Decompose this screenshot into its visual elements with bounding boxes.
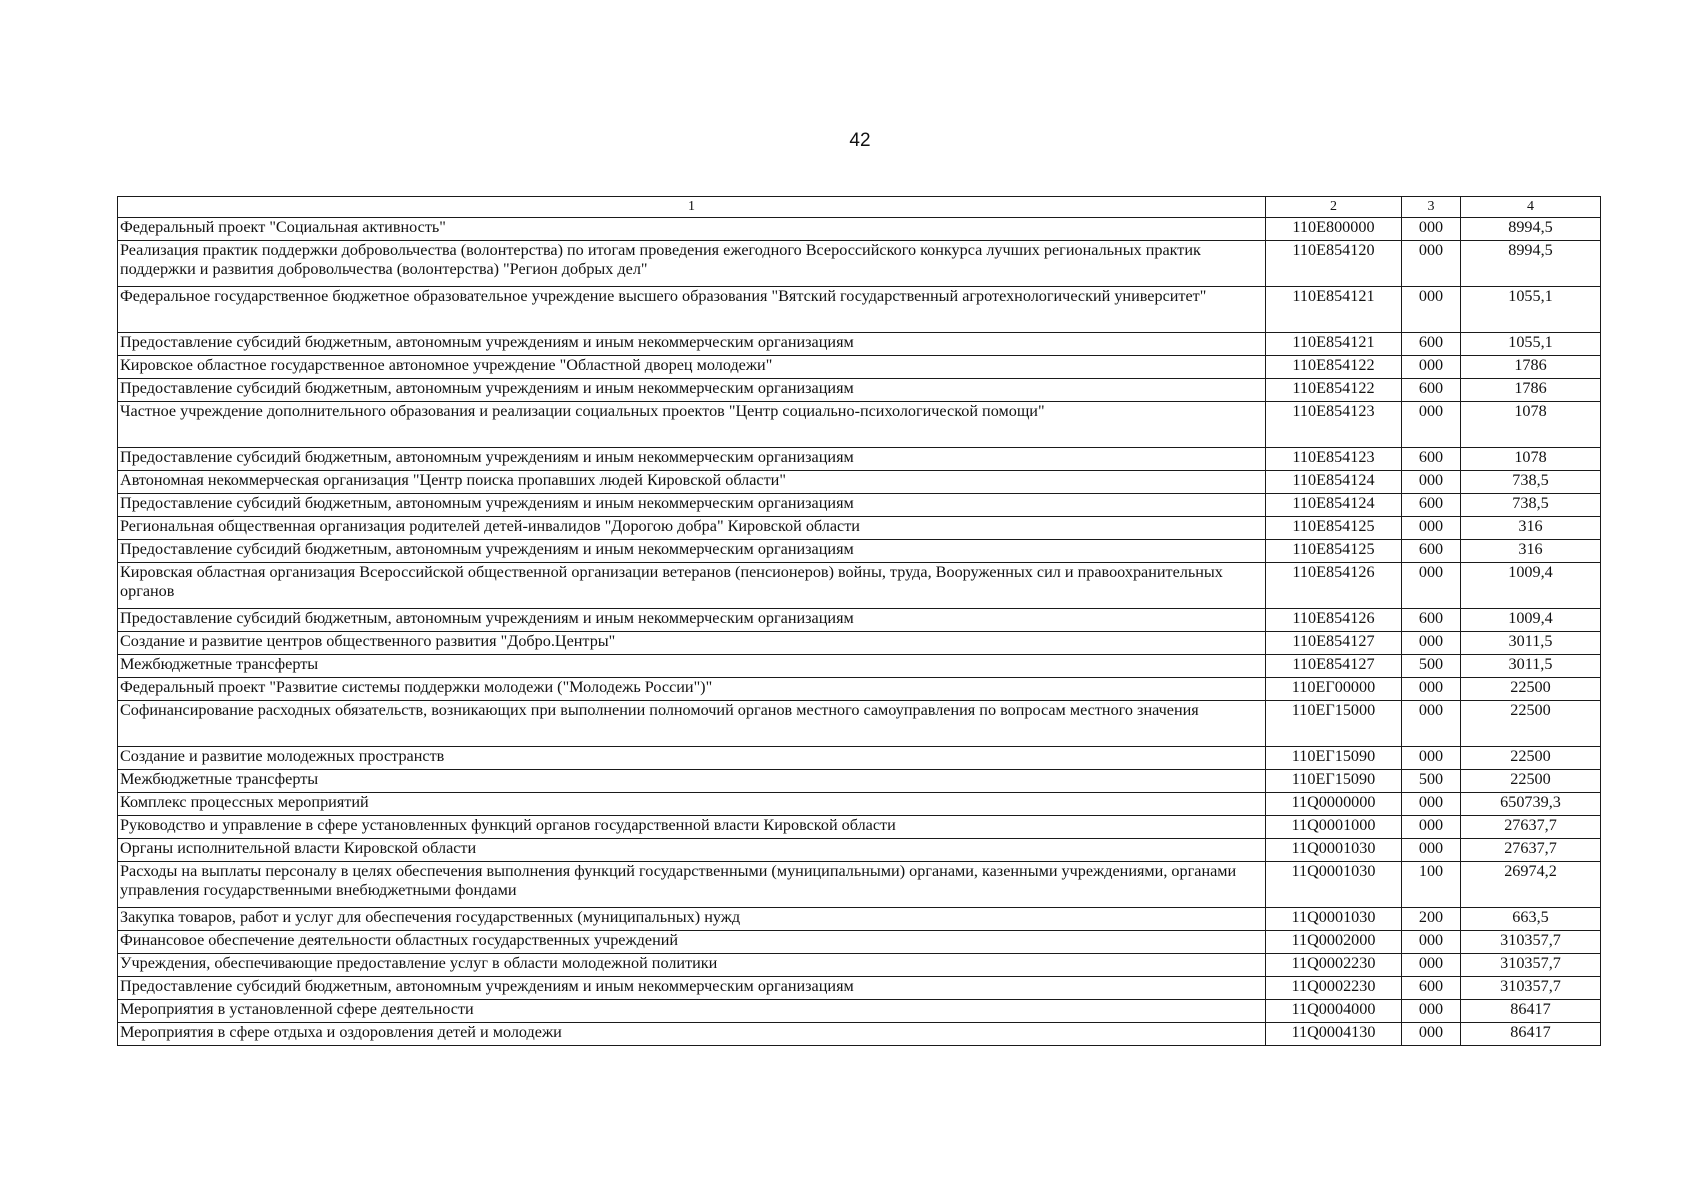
row-code-cell: 11Q0002230 (1266, 977, 1402, 1000)
row-expense-type-cell: 000 (1402, 471, 1461, 494)
table-row (118, 448, 1601, 471)
row-amount-cell: 86417 (1461, 1000, 1601, 1023)
row-name-cell: Учреждения, обеспечивающие предоставление услуг в области молодежной политики (118, 954, 1266, 977)
row-amount-cell: 310357,7 (1461, 931, 1601, 954)
row-name-cell: Межбюджетные трансферты (118, 655, 1266, 678)
row-expense-type-cell: 100 (1402, 862, 1461, 908)
row-amount-cell: 310357,7 (1461, 954, 1601, 977)
row-expense-type-cell: 600 (1402, 333, 1461, 356)
row-expense-type-cell: 000 (1402, 701, 1461, 747)
table-row (118, 333, 1601, 356)
table-row (118, 379, 1601, 402)
row-code-cell: 110E854121 (1266, 287, 1402, 333)
row-code-cell: 110E854122 (1266, 356, 1402, 379)
row-amount-cell: 1786 (1461, 356, 1601, 379)
table-header-row (118, 197, 1601, 218)
row-name-cell: Комплекс процессных мероприятий (118, 793, 1266, 816)
row-code-cell: 11Q0004000 (1266, 1000, 1402, 1023)
table-row (118, 494, 1601, 517)
row-code-cell: 110E854126 (1266, 563, 1402, 609)
row-expense-type-cell: 000 (1402, 402, 1461, 448)
row-name-cell: Частное учреждение дополнительного образования и реализации социальных проектов "Центр социально-психологической помощи" (118, 402, 1266, 448)
row-name-cell: Федеральное государственное бюджетное образовательное учреждение высшего образования "Вятский государственный агротехнологический университет" (118, 287, 1266, 333)
row-amount-cell: 1009,4 (1461, 609, 1601, 632)
row-amount-cell: 22500 (1461, 747, 1601, 770)
row-code-cell: 11Q0002000 (1266, 931, 1402, 954)
table-row (118, 632, 1601, 655)
row-name-cell: Федеральный проект "Социальная активность" (118, 218, 1266, 241)
row-amount-cell: 1078 (1461, 448, 1601, 471)
row-amount-cell: 1786 (1461, 379, 1601, 402)
row-code-cell: 110E854127 (1266, 632, 1402, 655)
table-row (118, 287, 1601, 333)
table-row (118, 977, 1601, 1000)
table-row (118, 218, 1601, 241)
table-row (118, 862, 1601, 908)
row-code-cell: 110EГ00000 (1266, 678, 1402, 701)
row-name-cell: Мероприятия в установленной сфере деятельности (118, 1000, 1266, 1023)
row-code-cell: 11Q0001030 (1266, 908, 1402, 931)
row-name-cell: Автономная некоммерческая организация "Центр поиска пропавших людей Кировской области" (118, 471, 1266, 494)
column-header-4: 4 (1461, 197, 1601, 218)
table-row (118, 770, 1601, 793)
row-name-cell: Создание и развитие молодежных пространств (118, 747, 1266, 770)
table-row (118, 954, 1601, 977)
row-name-cell: Софинансирование расходных обязательств, возникающих при выполнении полномочий органов местного самоуправления по вопросам местного значения (118, 701, 1266, 747)
row-expense-type-cell: 000 (1402, 218, 1461, 241)
row-amount-cell: 3011,5 (1461, 632, 1601, 655)
row-amount-cell: 27637,7 (1461, 816, 1601, 839)
column-header-1: 1 (118, 197, 1266, 218)
row-amount-cell: 27637,7 (1461, 839, 1601, 862)
row-code-cell: 110E854125 (1266, 540, 1402, 563)
row-amount-cell: 22500 (1461, 770, 1601, 793)
table-row (118, 356, 1601, 379)
row-expense-type-cell: 000 (1402, 839, 1461, 862)
row-code-cell: 110E854123 (1266, 402, 1402, 448)
row-name-cell: Расходы на выплаты персоналу в целях обеспечения выполнения функций государственными (муниципальными) органами, казенными учреждениями, органами управления государственными внебюджетными фондами (118, 862, 1266, 908)
row-expense-type-cell: 000 (1402, 954, 1461, 977)
row-expense-type-cell: 000 (1402, 1000, 1461, 1023)
table-row (118, 793, 1601, 816)
row-code-cell: 110EГ15090 (1266, 747, 1402, 770)
row-name-cell: Органы исполнительной власти Кировской области (118, 839, 1266, 862)
table-row (118, 563, 1601, 609)
row-expense-type-cell: 000 (1402, 517, 1461, 540)
table-row (118, 839, 1601, 862)
row-name-cell: Кировское областное государственное автономное учреждение "Областной дворец молодежи" (118, 356, 1266, 379)
row-amount-cell: 1009,4 (1461, 563, 1601, 609)
budget-table (117, 196, 1601, 1046)
table-row (118, 609, 1601, 632)
row-expense-type-cell: 000 (1402, 1023, 1461, 1046)
table-row (118, 471, 1601, 494)
row-code-cell: 110E854120 (1266, 241, 1402, 287)
row-expense-type-cell: 000 (1402, 563, 1461, 609)
row-name-cell: Межбюджетные трансферты (118, 770, 1266, 793)
row-expense-type-cell: 600 (1402, 540, 1461, 563)
row-name-cell: Предоставление субсидий бюджетным, автономным учреждениям и иным некоммерческим организациям (118, 540, 1266, 563)
row-name-cell: Закупка товаров, работ и услуг для обеспечения государственных (муниципальных) нужд (118, 908, 1266, 931)
row-name-cell: Создание и развитие центров общественного развития "Добро.Центры" (118, 632, 1266, 655)
row-code-cell: 110EГ15000 (1266, 701, 1402, 747)
row-expense-type-cell: 600 (1402, 609, 1461, 632)
row-code-cell: 110E854121 (1266, 333, 1402, 356)
table-row (118, 678, 1601, 701)
row-amount-cell: 26974,2 (1461, 862, 1601, 908)
row-code-cell: 110E800000 (1266, 218, 1402, 241)
row-amount-cell: 663,5 (1461, 908, 1601, 931)
row-amount-cell: 1055,1 (1461, 287, 1601, 333)
row-expense-type-cell: 000 (1402, 747, 1461, 770)
row-amount-cell: 738,5 (1461, 494, 1601, 517)
row-code-cell: 110E854127 (1266, 655, 1402, 678)
row-code-cell: 11Q0000000 (1266, 793, 1402, 816)
row-expense-type-cell: 500 (1402, 655, 1461, 678)
row-expense-type-cell: 500 (1402, 770, 1461, 793)
row-name-cell: Руководство и управление в сфере установленных функций органов государственной власти Кировской области (118, 816, 1266, 839)
row-amount-cell: 22500 (1461, 678, 1601, 701)
row-expense-type-cell: 000 (1402, 816, 1461, 839)
table-row (118, 1023, 1601, 1046)
table-row (118, 701, 1601, 747)
row-name-cell: Реализация практик поддержки добровольчества (волонтерства) по итогам проведения ежегодного Всероссийского конкурса лучших региональных практик поддержки и развития добровольчества (волонтерства) "Регион добрых дел" (118, 241, 1266, 287)
row-amount-cell: 22500 (1461, 701, 1601, 747)
table-row (118, 655, 1601, 678)
row-amount-cell: 8994,5 (1461, 218, 1601, 241)
row-code-cell: 110EГ15090 (1266, 770, 1402, 793)
row-name-cell: Предоставление субсидий бюджетным, автономным учреждениям и иным некоммерческим организациям (118, 609, 1266, 632)
row-code-cell: 11Q0002230 (1266, 954, 1402, 977)
row-name-cell: Предоставление субсидий бюджетным, автономным учреждениям и иным некоммерческим организациям (118, 494, 1266, 517)
column-header-2: 2 (1266, 197, 1402, 218)
row-name-cell: Кировская областная организация Всероссийской общественной организации ветеранов (пенсионеров) войны, труда, Вооруженных сил и правоохранительных органов (118, 563, 1266, 609)
row-code-cell: 11Q0004130 (1266, 1023, 1402, 1046)
row-expense-type-cell: 600 (1402, 379, 1461, 402)
row-name-cell: Региональная общественная организация родителей детей-инвалидов "Дорогою добра" Кировской области (118, 517, 1266, 540)
page-number: 42 (849, 130, 871, 151)
row-expense-type-cell: 200 (1402, 908, 1461, 931)
row-expense-type-cell: 000 (1402, 678, 1461, 701)
row-name-cell: Предоставление субсидий бюджетным, автономным учреждениям и иным некоммерческим организациям (118, 379, 1266, 402)
row-name-cell: Федеральный проект "Развитие системы поддержки молодежи ("Молодежь России")" (118, 678, 1266, 701)
row-expense-type-cell: 000 (1402, 241, 1461, 287)
row-amount-cell: 86417 (1461, 1023, 1601, 1046)
row-expense-type-cell: 000 (1402, 632, 1461, 655)
row-amount-cell: 738,5 (1461, 471, 1601, 494)
row-amount-cell: 3011,5 (1461, 655, 1601, 678)
row-amount-cell: 316 (1461, 517, 1601, 540)
row-code-cell: 11Q0001030 (1266, 862, 1402, 908)
table-row (118, 402, 1601, 448)
row-code-cell: 11Q0001000 (1266, 816, 1402, 839)
row-code-cell: 110E854123 (1266, 448, 1402, 471)
row-expense-type-cell: 600 (1402, 977, 1461, 1000)
table-row (118, 816, 1601, 839)
table-row (118, 747, 1601, 770)
row-code-cell: 110E854126 (1266, 609, 1402, 632)
row-amount-cell: 8994,5 (1461, 241, 1601, 287)
column-header-3: 3 (1402, 197, 1461, 218)
row-amount-cell: 1078 (1461, 402, 1601, 448)
row-name-cell: Предоставление субсидий бюджетным, автономным учреждениям и иным некоммерческим организациям (118, 977, 1266, 1000)
row-code-cell: 110E854122 (1266, 379, 1402, 402)
row-code-cell: 110E854124 (1266, 494, 1402, 517)
table-row (118, 540, 1601, 563)
row-name-cell: Предоставление субсидий бюджетным, автономным учреждениям и иным некоммерческим организациям (118, 333, 1266, 356)
row-expense-type-cell: 000 (1402, 356, 1461, 379)
row-expense-type-cell: 000 (1402, 793, 1461, 816)
table-body (118, 197, 1601, 1046)
row-amount-cell: 316 (1461, 540, 1601, 563)
row-amount-cell: 310357,7 (1461, 977, 1601, 1000)
row-expense-type-cell: 000 (1402, 931, 1461, 954)
row-code-cell: 110E854125 (1266, 517, 1402, 540)
row-name-cell: Мероприятия в сфере отдыха и оздоровления детей и молодежи (118, 1023, 1266, 1046)
row-code-cell: 11Q0001030 (1266, 839, 1402, 862)
table-row (118, 908, 1601, 931)
table-row (118, 931, 1601, 954)
row-name-cell: Предоставление субсидий бюджетным, автономным учреждениям и иным некоммерческим организациям (118, 448, 1266, 471)
row-amount-cell: 1055,1 (1461, 333, 1601, 356)
table-row (118, 1000, 1601, 1023)
table-row (118, 241, 1601, 287)
row-expense-type-cell: 600 (1402, 448, 1461, 471)
row-expense-type-cell: 600 (1402, 494, 1461, 517)
table-row (118, 517, 1601, 540)
row-code-cell: 110E854124 (1266, 471, 1402, 494)
row-amount-cell: 650739,3 (1461, 793, 1601, 816)
row-expense-type-cell: 000 (1402, 287, 1461, 333)
row-name-cell: Финансовое обеспечение деятельности областных государственных учреждений (118, 931, 1266, 954)
